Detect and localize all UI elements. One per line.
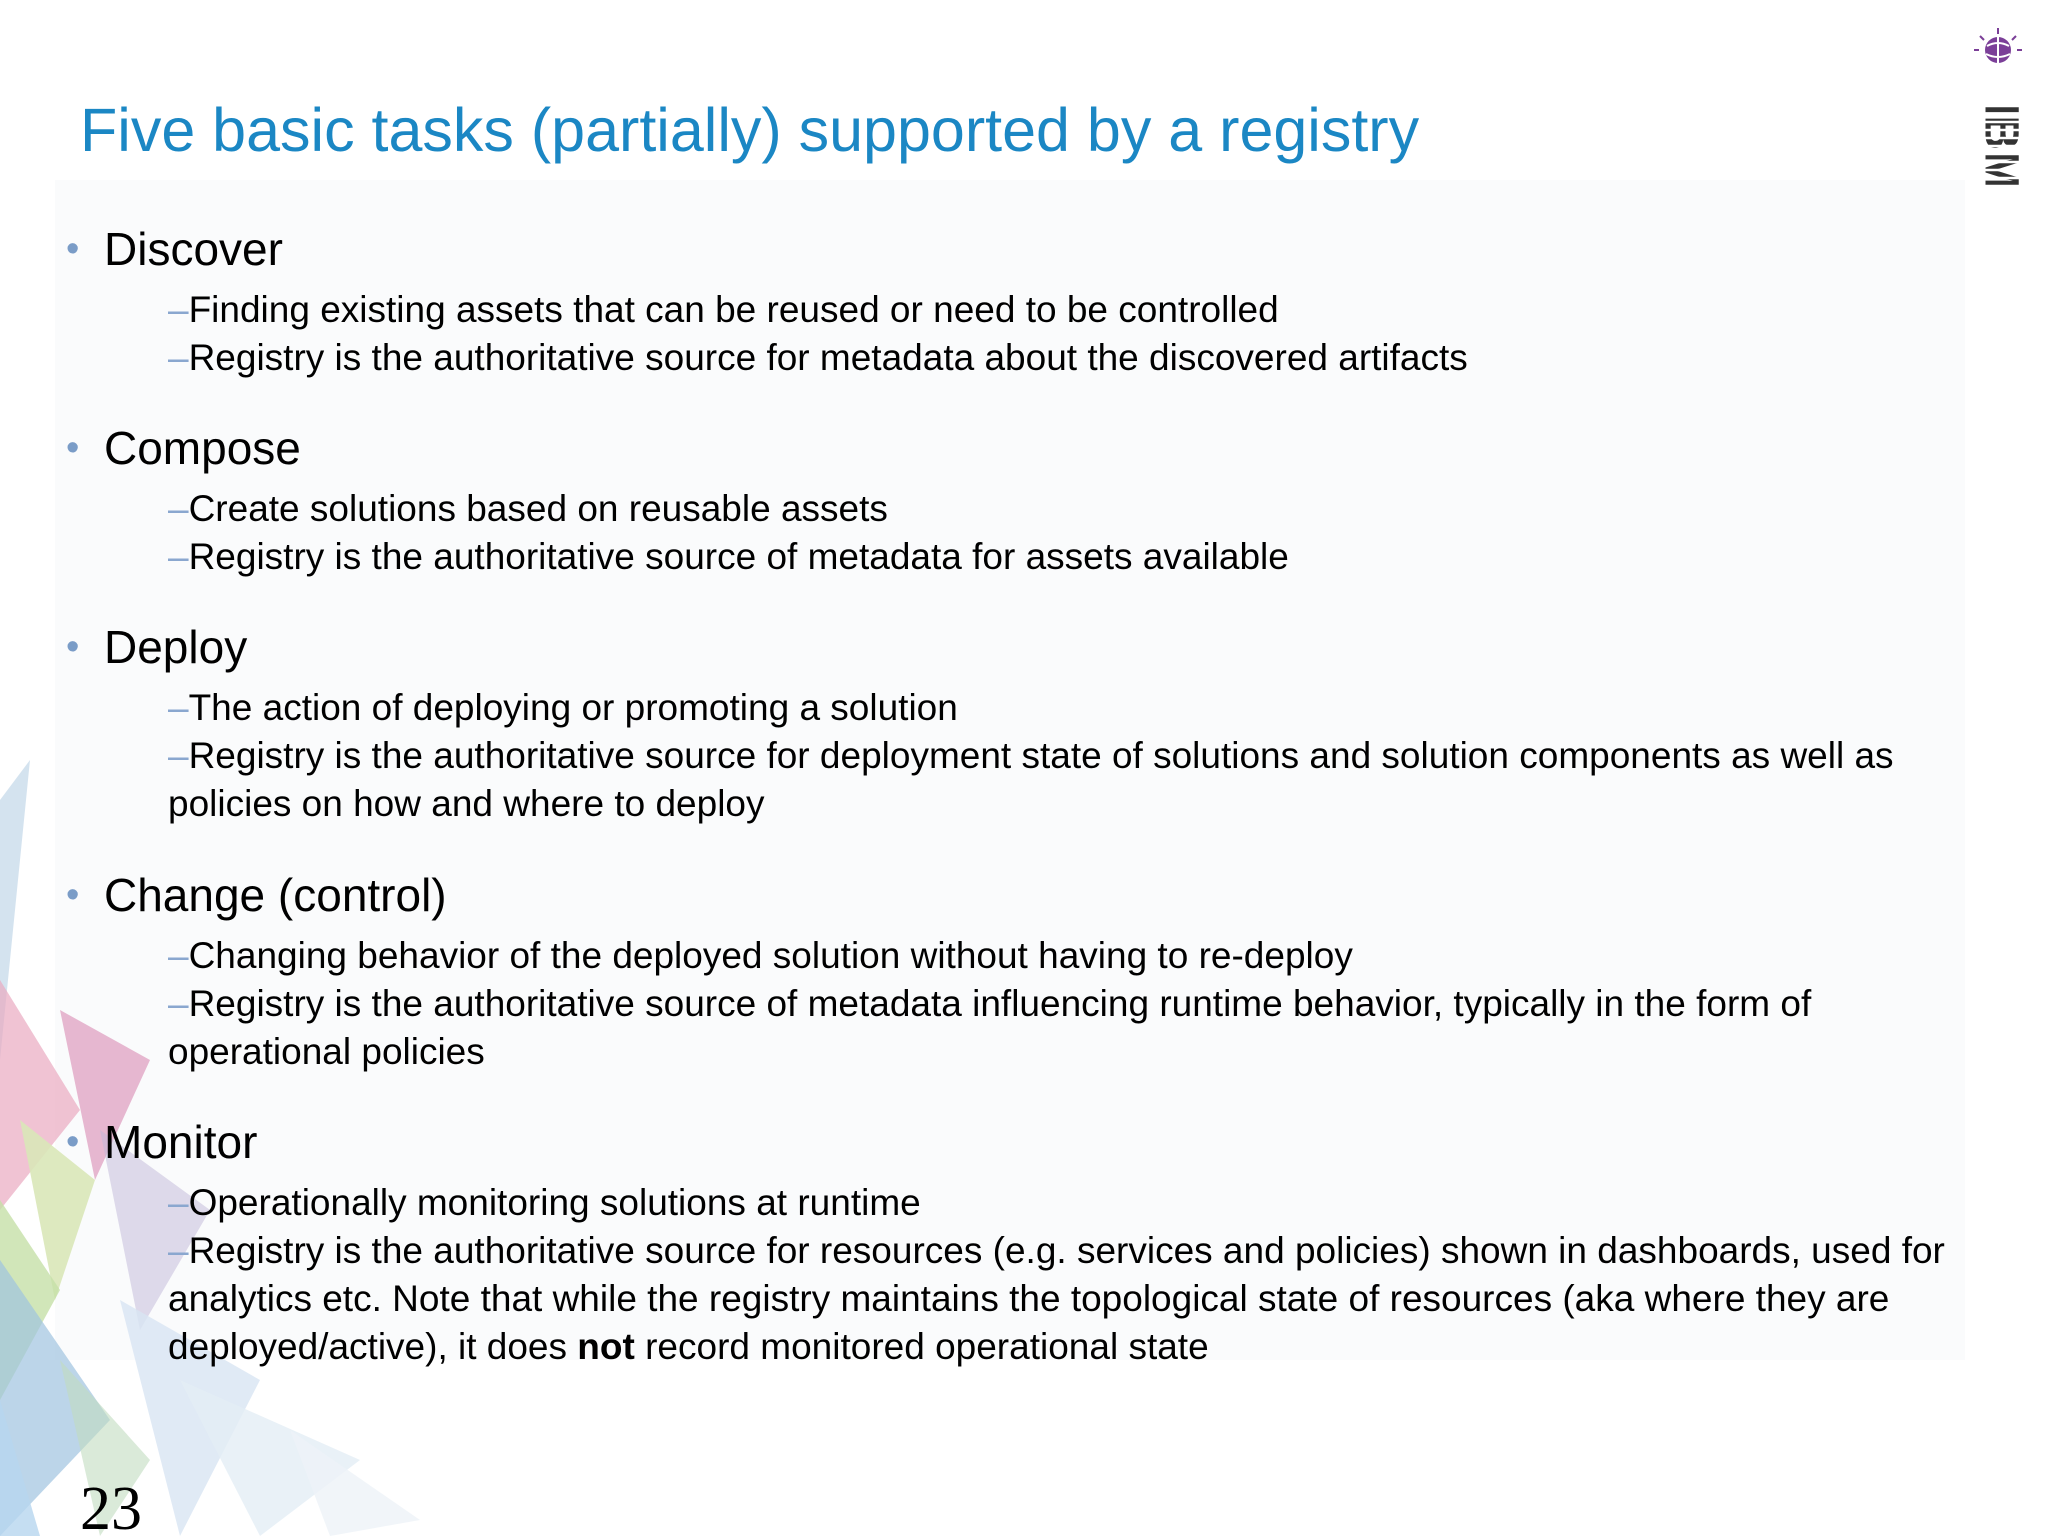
sub-item-text: The action of deploying or promoting a solution xyxy=(188,687,958,728)
sub-item-text: Registry is the authoritative source for resources (e.g. services and policies) shown in dashboards, used for analytics etc. Note that while the registry maintains the topological state of resources (aka where they are deployed/active), it does xyxy=(168,1230,1945,1367)
globe-icon xyxy=(1974,28,2022,63)
sub-item-text-tail: record monitored operational state xyxy=(634,1326,1209,1367)
emphasis-text: not xyxy=(577,1326,635,1367)
bullet-dot-icon: • xyxy=(66,228,80,270)
sub-item-text: Registry is the authoritative source for metadata about the discovered artifacts xyxy=(188,337,1468,378)
ibm-logo-icon xyxy=(1968,28,2028,200)
sub-item-text: Operationally monitoring solutions at runtime xyxy=(188,1182,921,1223)
sub-item: –Finding existing assets that can be reused or need to be controlled xyxy=(168,289,1279,330)
ibm-logo-text: IBM xyxy=(1974,102,2028,190)
sub-item: –Registry is the authoritative source of metadata for assets available xyxy=(168,536,1289,577)
sub-item: –Registry is the authoritative source of metadata influencing runtime behavior, typically in the form of operational policies xyxy=(168,983,1812,1072)
sub-item-text: Create solutions based on reusable assets xyxy=(188,488,888,529)
sub-item-text: Registry is the authoritative source for deployment state of solutions and solution components as well as policies on how and where to deploy xyxy=(168,735,1894,824)
bullet-heading: Monitor xyxy=(104,1116,258,1168)
page-number: 23 xyxy=(80,1475,142,1536)
slide-title: Five basic tasks (partially) supported by a registry xyxy=(80,96,1420,164)
sub-item: –The action of deploying or promoting a solution xyxy=(168,687,958,728)
sub-item: –Changing behavior of the deployed solution without having to re-deploy xyxy=(168,935,1353,976)
sub-item-text: Finding existing assets that can be reused or need to be controlled xyxy=(188,289,1279,330)
bullet-dot-icon: • xyxy=(66,874,80,916)
sub-item-text: Changing behavior of the deployed solution without having to re-deploy xyxy=(188,935,1353,976)
sub-item: –Registry is the authoritative source for resources (e.g. services and policies) shown in dashboards, used for analytics etc. Note that while the registry maintains the topological state of resources (aka where they are deployed/active), it does not record monitored operational state xyxy=(168,1230,1945,1367)
bullet-dot-icon: • xyxy=(66,1121,80,1163)
bullet-dot-icon: • xyxy=(66,626,80,668)
sub-item: –Registry is the authoritative source for deployment state of solutions and solution components as well as policies on how and where to deploy xyxy=(168,735,1894,824)
sub-item: –Create solutions based on reusable assets xyxy=(168,488,888,529)
sub-item: –Registry is the authoritative source for metadata about the discovered artifacts xyxy=(168,337,1468,378)
bullet-heading: Deploy xyxy=(104,621,248,673)
bullet-heading: Change (control) xyxy=(104,869,447,921)
sub-item: –Operationally monitoring solutions at runtime xyxy=(168,1182,921,1223)
sub-item-text: Registry is the authoritative source of metadata influencing runtime behavior, typically in the form of operational policies xyxy=(168,983,1812,1072)
bullet-heading: Discover xyxy=(104,223,283,275)
sub-item-text: Registry is the authoritative source of metadata for assets available xyxy=(188,536,1289,577)
bullet-heading: Compose xyxy=(104,422,301,474)
bullet-dot-icon: • xyxy=(66,427,80,469)
